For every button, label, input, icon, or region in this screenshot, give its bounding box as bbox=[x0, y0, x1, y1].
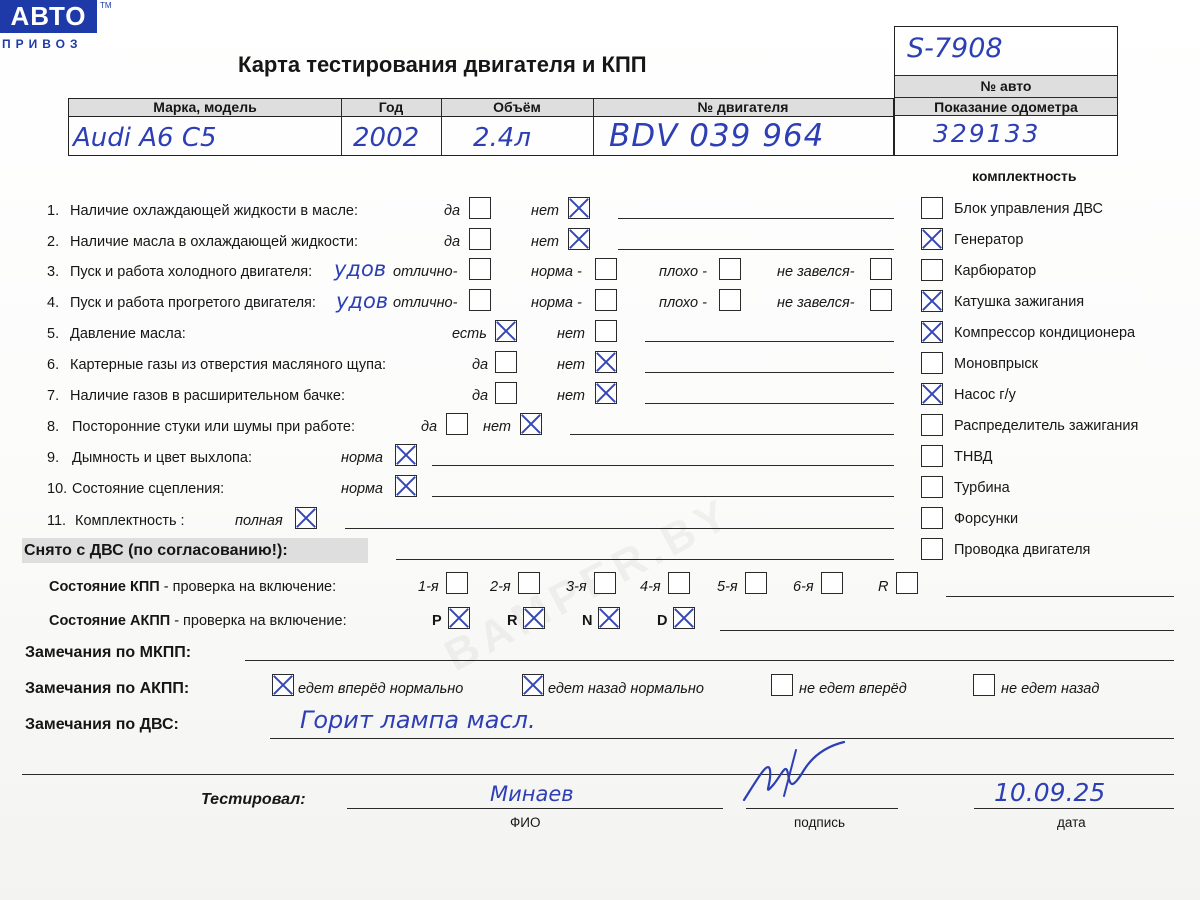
q11-text: Комплектность : bbox=[75, 513, 185, 529]
akpp-backward-ok-checkbox[interactable] bbox=[522, 674, 544, 696]
akpp-remarks-label: Замечания по АКПП: bbox=[25, 680, 190, 697]
akpp-mode-label: D bbox=[657, 613, 668, 629]
q1-yes-checkbox[interactable] bbox=[469, 197, 491, 219]
q7-no-label: нет bbox=[557, 388, 585, 404]
q2-yes-label: да bbox=[444, 234, 461, 250]
removed-from-engine-label: Снято с ДВС (по согласованию!): bbox=[24, 542, 288, 559]
completeness-checkbox-6[interactable] bbox=[921, 352, 943, 374]
akpp-mode-label: R bbox=[507, 613, 518, 629]
q5-no-checkbox[interactable] bbox=[595, 320, 617, 342]
signature-label: подпись bbox=[794, 815, 846, 830]
q4-option-excellent: отлично- bbox=[393, 295, 458, 311]
q2-yes-checkbox[interactable] bbox=[469, 228, 491, 250]
kpp-gear-checkbox-4[interactable] bbox=[668, 572, 690, 594]
q1-number: 1. bbox=[47, 203, 60, 219]
logo-trademark: TM bbox=[100, 1, 112, 10]
kpp-gear-label: 4-я bbox=[640, 579, 661, 595]
completeness-checkbox-12[interactable] bbox=[921, 538, 943, 560]
kpp-gear-label: 5-я bbox=[717, 579, 738, 595]
kpp-label: Состояние КПП - проверка на включение: bbox=[49, 579, 337, 595]
q6-yes-label: да bbox=[472, 357, 489, 373]
year-value: 2002 bbox=[353, 123, 420, 153]
q7-number: 7. bbox=[47, 388, 60, 404]
completeness-item-label: Компрессор кондиционера bbox=[954, 325, 1136, 341]
q4-option-normal: норма - bbox=[531, 295, 582, 311]
kpp-gear-label: 2-я bbox=[490, 579, 511, 595]
q3-bad-checkbox[interactable] bbox=[719, 258, 741, 280]
akpp-mode-checkbox-1[interactable] bbox=[448, 607, 470, 629]
column-make-model: Марка, модель bbox=[69, 99, 341, 117]
q3-handwritten-rating: удов bbox=[334, 257, 387, 281]
kpp-gear-checkbox-1[interactable] bbox=[446, 572, 468, 594]
form-title: Карта тестирования двигателя и КПП bbox=[238, 52, 647, 77]
q8-no-checkbox[interactable] bbox=[520, 413, 542, 435]
q2-no-label: нет bbox=[531, 234, 559, 250]
q6-yes-checkbox[interactable] bbox=[495, 351, 517, 373]
completeness-checkbox-11[interactable] bbox=[921, 507, 943, 529]
akpp-no-backward-checkbox[interactable] bbox=[973, 674, 995, 696]
completeness-checkbox-5[interactable] bbox=[921, 321, 943, 343]
q1-no-label: нет bbox=[531, 203, 559, 219]
q6-number: 6. bbox=[47, 357, 60, 373]
kpp-gear-label: R bbox=[878, 579, 889, 595]
completeness-checkbox-10[interactable] bbox=[921, 476, 943, 498]
completeness-item-label: Карбюратор bbox=[954, 263, 1037, 279]
dvs-remarks-handwritten: Горит лампа масл. bbox=[300, 706, 536, 734]
q4-text: Пуск и работа прогретого двигателя: bbox=[70, 295, 316, 311]
q4-excellent-checkbox[interactable] bbox=[469, 289, 491, 311]
completeness-item-label: Насос г/у bbox=[954, 387, 1016, 403]
vehicle-header-table bbox=[68, 98, 894, 156]
kpp-gear-checkbox-2[interactable] bbox=[518, 572, 540, 594]
q3-text: Пуск и работа холодного двигателя: bbox=[70, 264, 313, 280]
akpp-forward-ok-label: едет вперёд нормально bbox=[298, 681, 464, 697]
completeness-item-label: Проводка двигателя bbox=[954, 542, 1091, 558]
akpp-mode-label: P bbox=[432, 613, 442, 629]
q4-number: 4. bbox=[47, 295, 60, 311]
q3-not-started-checkbox[interactable] bbox=[870, 258, 892, 280]
q10-normal-checkbox[interactable] bbox=[395, 475, 417, 497]
kpp-gear-label: 1-я bbox=[418, 579, 439, 595]
q3-option-excellent: отлично- bbox=[393, 264, 458, 280]
q6-no-label: нет bbox=[557, 357, 585, 373]
q7-no-checkbox[interactable] bbox=[595, 382, 617, 404]
odometer-label: Показание одометра bbox=[934, 99, 1078, 115]
akpp-mode-label: N bbox=[582, 613, 593, 629]
completeness-item-label: Моновпрыск bbox=[954, 356, 1039, 372]
tester-signature-image bbox=[740, 740, 850, 806]
watermark-stamp bbox=[437, 488, 741, 681]
akpp-no-forward-checkbox[interactable] bbox=[771, 674, 793, 696]
tested-by-label: Тестировал: bbox=[201, 791, 306, 808]
q11-option-label: полная bbox=[235, 513, 283, 529]
akpp-mode-checkbox-3[interactable] bbox=[598, 607, 620, 629]
kpp-gear-checkbox-7[interactable] bbox=[896, 572, 918, 594]
q5-no-label: нет bbox=[557, 326, 585, 342]
q3-number: 3. bbox=[47, 264, 60, 280]
completeness-checkbox-2[interactable] bbox=[921, 228, 943, 250]
completeness-item-label: Распределитель зажигания bbox=[954, 418, 1139, 434]
q1-text: Наличие охлаждающей жидкости в масле: bbox=[70, 203, 358, 219]
q4-option-bad: плохо - bbox=[659, 295, 707, 311]
q4-normal-checkbox[interactable] bbox=[595, 289, 617, 311]
q8-text: Посторонние стуки или шумы при работе: bbox=[72, 419, 356, 435]
q11-full-checkbox[interactable] bbox=[295, 507, 317, 529]
q7-yes-label: да bbox=[472, 388, 489, 404]
q2-number: 2. bbox=[47, 234, 60, 250]
auto-number-value: S-7908 bbox=[907, 33, 1003, 64]
q3-option-bad: плохо - bbox=[659, 264, 707, 280]
q4-handwritten-rating: удов bbox=[336, 289, 389, 313]
completeness-item-label: Форсунки bbox=[954, 511, 1019, 527]
auto-number-label: № авто bbox=[980, 78, 1032, 94]
q5-number: 5. bbox=[47, 326, 60, 342]
q7-text: Наличие газов в расширительном бачке: bbox=[70, 388, 346, 404]
q10-text: Состояние сцепления: bbox=[72, 481, 225, 497]
q4-option-not-started: не завелся- bbox=[777, 295, 855, 311]
akpp-forward-ok-checkbox[interactable] bbox=[272, 674, 294, 696]
volume-value: 2.4л bbox=[473, 123, 531, 153]
auto-info-box bbox=[894, 26, 1118, 156]
q4-bad-checkbox[interactable] bbox=[719, 289, 741, 311]
completeness-checkbox-8[interactable] bbox=[921, 414, 943, 436]
completeness-item-label: Блок управления ДВС bbox=[954, 201, 1104, 217]
q11-number: 11. bbox=[47, 513, 67, 529]
q3-excellent-checkbox[interactable] bbox=[469, 258, 491, 280]
q4-not-started-checkbox[interactable] bbox=[870, 289, 892, 311]
date-label: дата bbox=[1057, 815, 1086, 830]
q2-text: Наличие масла в охлаждающей жидкости: bbox=[70, 234, 358, 250]
q8-yes-label: да bbox=[421, 419, 438, 435]
q5-text: Давление масла: bbox=[70, 326, 186, 342]
completeness-item-label: Турбина bbox=[954, 480, 1010, 496]
akpp-mode-checkbox-4[interactable] bbox=[673, 607, 695, 629]
q9-option-label: норма bbox=[341, 450, 383, 466]
completeness-title: комплектность bbox=[972, 168, 1077, 184]
completeness-checkbox-9[interactable] bbox=[921, 445, 943, 467]
completeness-checkbox-4[interactable] bbox=[921, 290, 943, 312]
dvs-remarks-label: Замечания по ДВС: bbox=[25, 716, 179, 733]
q8-number: 8. bbox=[47, 419, 60, 435]
kpp-gear-checkbox-6[interactable] bbox=[821, 572, 843, 594]
q7-yes-checkbox[interactable] bbox=[495, 382, 517, 404]
kpp-gear-checkbox-3[interactable] bbox=[594, 572, 616, 594]
q1-yes-label: да bbox=[444, 203, 461, 219]
q10-option-label: норма bbox=[341, 481, 383, 497]
make-model-value: Audi A6 C5 bbox=[73, 123, 217, 153]
q8-yes-checkbox[interactable] bbox=[446, 413, 468, 435]
q5-yes-checkbox[interactable] bbox=[495, 320, 517, 342]
completeness-item-label: ТНВД bbox=[954, 449, 993, 465]
q2-no-checkbox[interactable] bbox=[568, 228, 590, 250]
kpp-gear-checkbox-5[interactable] bbox=[745, 572, 767, 594]
engine-number-value: BDV 039 964 bbox=[609, 118, 825, 154]
q5-yes-label: есть bbox=[452, 326, 487, 342]
odometer-value: 329133 bbox=[933, 119, 1041, 148]
q8-no-label: нет bbox=[483, 419, 511, 435]
fio-label: ФИО bbox=[510, 815, 541, 830]
completeness-checkbox-3[interactable] bbox=[921, 259, 943, 281]
akpp-mode-checkbox-2[interactable] bbox=[523, 607, 545, 629]
kpp-gear-label: 6-я bbox=[793, 579, 814, 595]
q1-no-checkbox[interactable] bbox=[568, 197, 590, 219]
completeness-checkbox-1[interactable] bbox=[921, 197, 943, 219]
completeness-item-label: Генератор bbox=[954, 232, 1024, 248]
q3-option-normal: норма - bbox=[531, 264, 582, 280]
q9-text: Дымность и цвет выхлопа: bbox=[72, 450, 252, 466]
akpp-label: Состояние АКПП - проверка на включение: bbox=[49, 613, 347, 629]
q3-normal-checkbox[interactable] bbox=[595, 258, 617, 280]
tester-name-value: Минаев bbox=[490, 782, 574, 806]
column-engine-number: № двигателя bbox=[593, 99, 893, 117]
akpp-no-forward-label: не едет вперёд bbox=[799, 681, 907, 697]
test-date-value: 10.09.25 bbox=[994, 778, 1106, 807]
q6-text: Картерные газы из отверстия масляного щупа: bbox=[70, 357, 387, 373]
q6-no-checkbox[interactable] bbox=[595, 351, 617, 373]
completeness-checkbox-7[interactable] bbox=[921, 383, 943, 405]
column-volume: Объём bbox=[441, 99, 593, 117]
q9-normal-checkbox[interactable] bbox=[395, 444, 417, 466]
logo-subtitle: ПРИВОЗ bbox=[2, 37, 83, 51]
q10-number: 10. bbox=[47, 481, 68, 497]
avtoprivoz-logo: АВТО bbox=[0, 0, 97, 33]
q9-number: 9. bbox=[47, 450, 60, 466]
completeness-item-label: Катушка зажигания bbox=[954, 294, 1085, 310]
mkpp-remarks-label: Замечания по МКПП: bbox=[25, 644, 192, 661]
akpp-backward-ok-label: едет назад нормально bbox=[548, 681, 704, 697]
column-year: Год bbox=[341, 99, 441, 117]
akpp-no-backward-label: не едет назад bbox=[1001, 681, 1100, 697]
kpp-gear-label: 3-я bbox=[566, 579, 587, 595]
q3-option-not-started: не завелся- bbox=[777, 264, 855, 280]
